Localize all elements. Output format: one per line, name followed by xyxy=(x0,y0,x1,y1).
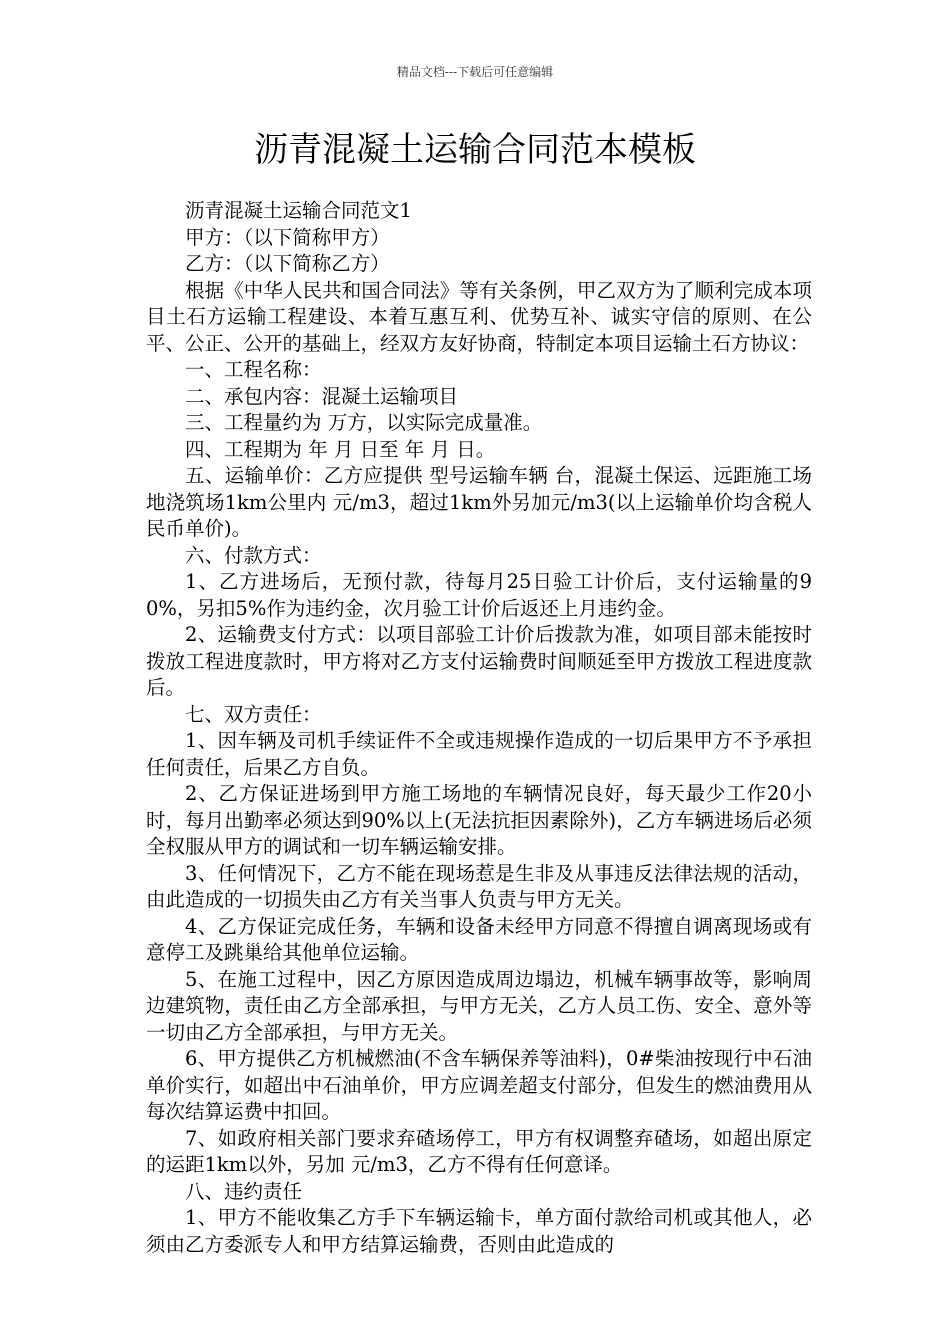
paragraph-work-quantity: 三、工程量约为 万方，以实际完成量准。 xyxy=(185,411,543,434)
paragraph-responsibility-1: 1、因车辆及司机手续证件不全或违规操作造成的一切后果甲方不予承担任何责任，后果乙方自负。 xyxy=(146,729,812,779)
paragraph-unit-price: 五、运输单价：乙方应提供 型号运输车辆 台，混凝土保运、远距施工场地浇筑场1km公里内 元/m3，超过1km外另加元/m3(以上运输单价均含税人民币单价)。 xyxy=(146,464,812,540)
paragraph-work-period: 四、工程期为 年 月 日至 年 月 日。 xyxy=(185,437,496,461)
paragraph-payment-1: 1、乙方进场后，无预付款，待每月25日验工计价后，支付运输量的90%，另扣5%作为违约金，次月验工计价后返还上月违约金。 xyxy=(146,570,812,620)
paragraph-responsibility-4: 4、乙方保证完成任务，车辆和设备未经甲方同意不得擅自调离现场或有意停工及跳巢给其他单位运输。 xyxy=(146,914,812,964)
paragraph-doc-subtitle: 沥青混凝土运输合同范文1 xyxy=(185,199,412,222)
paragraph-responsibility-5: 5、在施工过程中，因乙方原因造成周边塌边，机械车辆事故等，影响周边建筑物，责任由乙方全部承担，与甲方无关，乙方人员工伤、安全、意外等一切由乙方全部承担，与甲方无关。 xyxy=(146,967,812,1044)
paragraph-payment-2: 2、运输费支付方式：以项目部验工计价后拨款为准，如项目部未能按时拨放工程进度款时，甲方将对乙方支付运输费时间顺延至甲方拨放工程进度款后。 xyxy=(146,623,812,699)
paragraph-breach-1: 1、甲方不能收集乙方手下车辆运输卡，单方面付款给司机或其他人，必须由乙方委派专人和甲方结算运输费，否则由此造成的 xyxy=(146,1206,812,1256)
paragraph-project-name: 一、工程名称： xyxy=(185,358,322,381)
paragraph-responsibility-6: 6、甲方提供乙方机械燃油(不含车辆保养等油料)，0#柴油按现行中石油单价实行，如超出中石油单价，甲方应调差超支付部分，但发生的燃油费用从每次结算运费中扣回。 xyxy=(146,1047,812,1123)
document-body xyxy=(146,198,812,1258)
paragraph-responsibility-heading: 七、双方责任： xyxy=(185,702,322,726)
paragraph-preamble: 根据《中华人民共和国合同法》等有关条例，甲乙双方为了顺利完成本项目土石方运输工程建设、本着互惠互利、优势互补、诚实守信的原则、在公平、公正、公开的基础上，经双方友好协商，特制定本项目运输土石方协议： xyxy=(146,278,812,355)
paragraph-party-b: 乙方：（以下简称乙方） xyxy=(185,252,390,275)
paragraph-responsibility-3: 3、任何情况下，乙方不能在现场惹是生非及从事违反法律法规的活动，由此造成的一切损失由乙方有关当事人负责与甲方无关。 xyxy=(146,861,812,911)
paragraph-responsibility-7: 7、如政府相关部门要求弃碴场停工，甲方有权调整弃碴场，如超出原定的运距1km以外，另加 元/m3，乙方不得有任何意译。 xyxy=(146,1126,812,1176)
paragraph-contract-scope: 二、承包内容：混凝土运输项目 xyxy=(185,384,459,408)
paragraph-responsibility-2: 2、乙方保证进场到甲方施工场地的车辆情况良好，每天最少工作20小时，每月出勤率必须达到90%以上(无法抗拒因素除外)，乙方车辆进场后必须全权服从甲方的调试和一切车辆运输安排。 xyxy=(146,782,812,858)
paragraph-payment-heading: 六、付款方式： xyxy=(185,543,322,567)
paragraph-party-a: 甲方：（以下简称甲方） xyxy=(185,225,390,249)
header-note: 精品文档---下载后可任意编辑 xyxy=(396,65,554,79)
paragraph-breach-heading: 八、违约责任 xyxy=(185,1179,303,1203)
document-title: 沥青混凝土运输合同范本模板 xyxy=(254,130,696,170)
